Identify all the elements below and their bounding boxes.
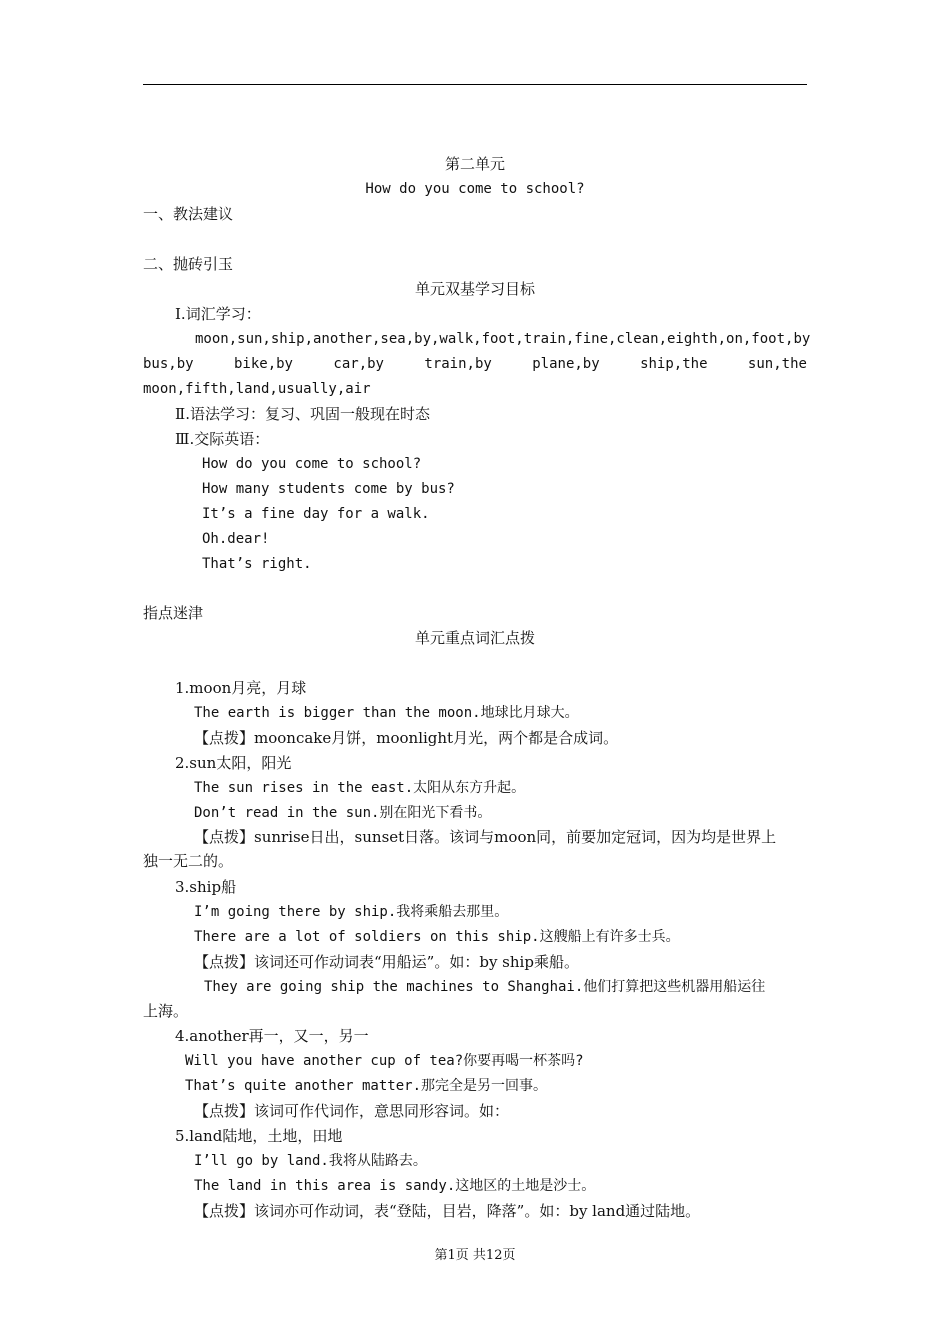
entry-head: 1.moon月亮，月球 xyxy=(175,679,307,697)
comm-line: How do you come to school? xyxy=(202,456,422,472)
grammar-goal: Ⅱ.语法学习：复习、巩固一般现在时态 xyxy=(175,405,430,423)
entry-note: 【点拨】sunrise日出，sunset日落。该词与moon同，前要加定冠词，因为均是世界上 xyxy=(194,828,777,846)
comm-line: It’s a fine day for a walk. xyxy=(202,506,430,522)
entry-line: The sun rises in the east.太阳从东方升起。 xyxy=(194,780,526,796)
vocab-line-3: moon,fifth,land,usually,air xyxy=(143,381,371,397)
section-teaching-advice: 一、教法建议 xyxy=(143,205,234,223)
entry-line-cont: 上海。 xyxy=(143,1002,189,1020)
vocab-word: bike,by xyxy=(233,356,293,372)
entry-note-cont: 独一无二的。 xyxy=(143,852,234,870)
comm-line: How many students come by bus? xyxy=(202,481,455,497)
goals-title: 单元双基学习目标 xyxy=(414,280,535,298)
entry-line: Will you have another cup of tea?你要再喝一杯茶吗? xyxy=(185,1053,584,1069)
entry-head: 2.sun太阳，阳光 xyxy=(175,754,292,772)
vocab-word: car,by xyxy=(333,356,384,372)
entry-line: They are going ship the machines to Shanghai.他们打算把这些机器用船运往 xyxy=(204,979,766,995)
vocab-word: plane,by xyxy=(532,356,600,372)
header-rule xyxy=(143,84,807,85)
comm-line: Oh.dear! xyxy=(202,531,270,547)
vocab-line-1: moon,sun,ship,another,sea,by,walk,foot,train,fine,clean,eighth,on,foot,by xyxy=(195,331,811,347)
keywords-title: 单元重点词汇点拨 xyxy=(414,629,535,647)
vocab-word: bus,by xyxy=(143,356,194,372)
page-footer: 第1页 共12页 xyxy=(434,1248,516,1263)
vocab-word: sun,the xyxy=(747,356,807,372)
entry-note: 【点拨】该词亦可作动词，表“登陆，目岩，降落”。如：by land通过陆地。 xyxy=(194,1202,701,1220)
entry-line: There are a lot of soldiers on this ship.这艘船上有许多士兵。 xyxy=(194,929,680,945)
entry-line: The land in this area is sandy.这地区的土地是沙士。 xyxy=(194,1178,596,1194)
unit-subtitle: How do you come to school? xyxy=(365,181,585,197)
vocab-word: train,by xyxy=(424,356,492,372)
vocab-word: ship,the xyxy=(640,356,708,372)
entry-note: 【点拨】该词可作代词作，意思同形容词。如： xyxy=(194,1102,510,1120)
comm-line: That’s right. xyxy=(202,556,312,572)
comm-heading: Ⅲ.交际英语： xyxy=(175,430,270,448)
entry-line: I’m going there by ship.我将乘船去那里。 xyxy=(194,904,509,920)
vocab-line-2 xyxy=(143,354,807,374)
entry-note: 【点拨】mooncake月饼，moonlight月光，两个都是合成词。 xyxy=(194,729,619,747)
entry-line: Don’t read in the sun.别在阳光下看书。 xyxy=(194,805,492,821)
entry-line: That’s quite another matter.那完全是另一回事。 xyxy=(185,1078,548,1094)
entry-line: The earth is bigger than the moon.地球比月球大。 xyxy=(194,705,579,721)
entry-head: 4.another再一，又一，另一 xyxy=(175,1027,369,1045)
entry-line: I’ll go by land.我将从陆路去。 xyxy=(194,1153,427,1169)
entry-note: 【点拨】该词还可作动词表“用船运”。如：by ship乘船。 xyxy=(194,953,579,971)
entry-head: 5.land陆地，土地，田地 xyxy=(175,1127,343,1145)
section-guide: 指点迷津 xyxy=(143,604,204,622)
section-intro: 二、抛砖引玉 xyxy=(143,255,234,273)
unit-title: 第二单元 xyxy=(444,155,505,173)
entry-head: 3.ship船 xyxy=(175,878,237,896)
vocab-heading: Ⅰ.词汇学习： xyxy=(175,305,261,323)
